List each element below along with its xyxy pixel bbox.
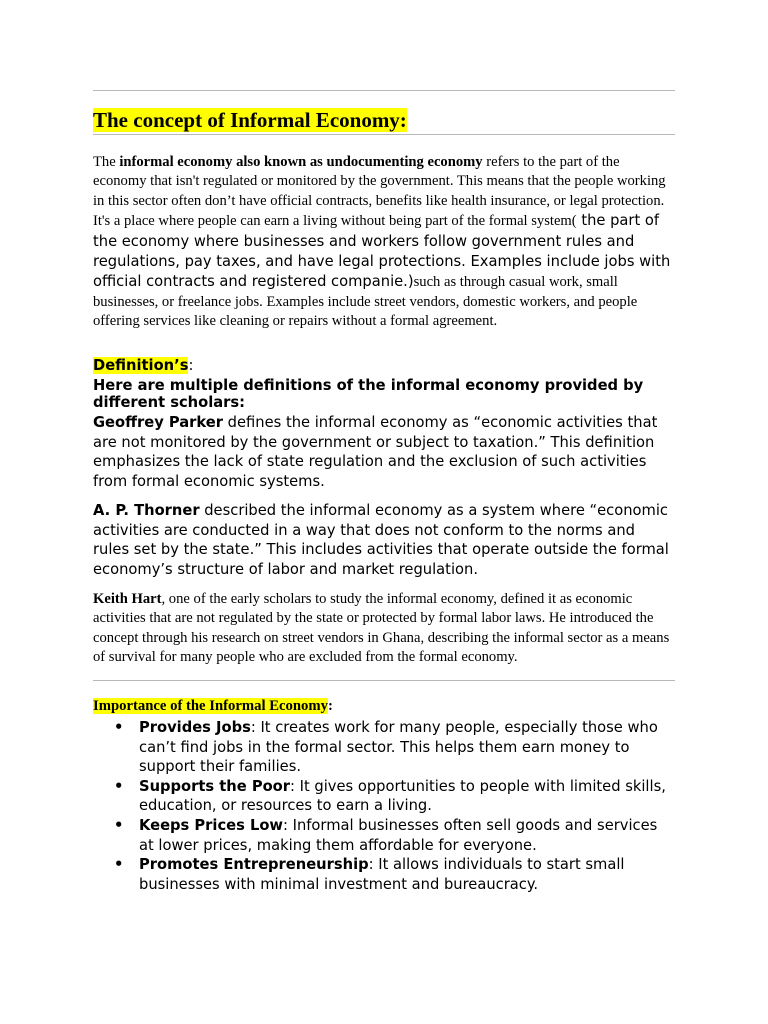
- definition-hart: [93, 590, 675, 668]
- intro-bold-term: informal economy also known as undocumenting economy: [119, 154, 483, 170]
- title-underline: [93, 134, 675, 135]
- definitions-heading: [93, 356, 675, 375]
- list-item-term: Promotes Entrepreneurship: [139, 856, 369, 874]
- importance-heading: [93, 697, 675, 716]
- importance-list: [93, 718, 675, 894]
- bullet-icon: •: [114, 856, 124, 874]
- list-item: [93, 777, 675, 816]
- list-item-text: : It creates work for many people, especially those who can’t find jobs in the formal sector. This helps them earn money to support their families.: [139, 719, 658, 776]
- intro-paragraph: [93, 153, 675, 332]
- importance-colon: :: [327, 698, 333, 714]
- thorner-text: described the informal economy as a system where “economic activities are conducted in a way that does not conform to the norms and rules set by the state.” This includes activities that operate outside the formal economy’s structure of labor and market regulation.: [93, 502, 669, 578]
- thorner-name: A. P. Thorner: [93, 502, 200, 519]
- definitions-label: Definition’s: [93, 357, 189, 374]
- parker-text: defines the informal economy as “economic activities that are not monitored by the government or subject to taxation.” This definition emphasizes the lack of state regulation and the exclusion of such activities from formal economic systems.: [93, 414, 658, 490]
- parker-name: Geoffrey Parker: [93, 414, 223, 431]
- top-divider: [93, 90, 675, 91]
- list-item-term: Supports the Poor: [139, 777, 291, 795]
- importance-label: Importance of the Informal Economy: [93, 698, 328, 714]
- page-title: [93, 106, 407, 134]
- list-item-term: Provides Jobs: [139, 719, 251, 736]
- hart-text: , one of the early scholars to study the informal economy, defined it as economic activities that are not regulated by the state or protected by formal labor laws. He introduced the concept through his research on street vendors in Ghana, describing the informal sector as a means of survival for many people who are excluded from the formal economy.: [93, 591, 670, 666]
- list-item-text: : It gives opportunities to people with limited skills, education, or resources to earn a living.: [139, 777, 666, 815]
- definition-thorner: [93, 501, 675, 579]
- hart-name: Keith Hart: [93, 591, 162, 607]
- intro-formal-economy-aside: the part of the economy where businesses and workers follow government rules and regulations, pay taxes, and have legal protections. Examples include jobs with official contracts and registered companie.): [93, 212, 671, 291]
- page-title-text: The concept of Informal Economy:: [93, 108, 407, 132]
- list-item-text: : Informal businesses often sell goods and services at lower prices, making them affordable for everyone.: [139, 816, 658, 854]
- list-item: [93, 718, 675, 777]
- bullet-icon: •: [114, 777, 124, 795]
- definition-parker: [93, 413, 675, 491]
- section-divider: [93, 680, 675, 681]
- list-item-text: : It allows individuals to start small businesses with minimal investment and bureaucracy.: [139, 856, 625, 893]
- definitions-intro: Here are multiple definitions of the informal economy provided by different scholars:: [93, 377, 644, 411]
- intro-text-1: refers to the part of the economy that isn't regulated or monitored by the government. This means that the people working in this sector often don’t have official contracts, benefits like health insurance, or legal protection. It's a place where people can earn a living without being part of the formal system(: [93, 154, 666, 230]
- intro-text-2: such as through casual work, small businesses, or freelance jobs. Examples include street vendors, domestic workers, and people offering services like cleaning or repairs without a formal agreement.: [93, 274, 638, 330]
- bullet-icon: •: [114, 719, 124, 736]
- bullet-icon: •: [114, 816, 124, 834]
- definitions-colon: :: [188, 357, 194, 374]
- list-item: [93, 816, 675, 855]
- list-item: [93, 855, 675, 894]
- list-item-term: Keeps Prices Low: [139, 816, 283, 834]
- intro-the: The: [93, 154, 120, 170]
